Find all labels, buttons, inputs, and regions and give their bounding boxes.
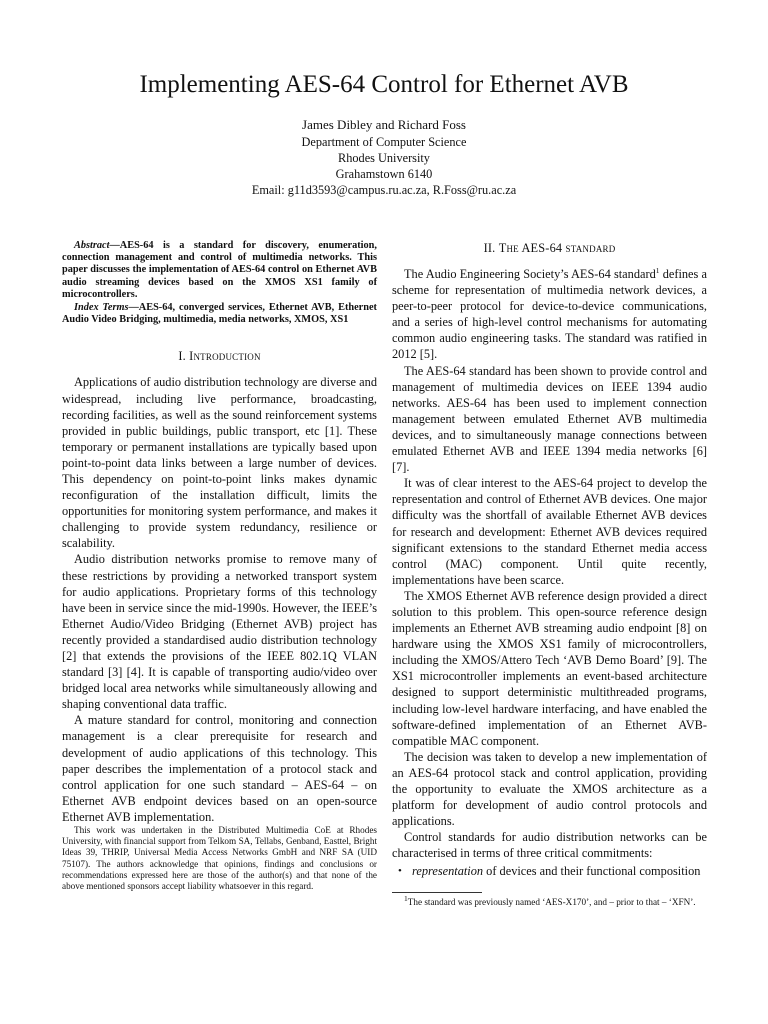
funding-footnote: This work was undertaken in the Distributed Multimedia CoE at Rhodes University, with financial support from Telkom SA, Tellabs, Genband, Easttel, Bright Ideas 39, THRIP, Universal Media Access Networks GmbH and NRF SA (UID 75107). The authors acknowledge that opinions, findings and conclusions or recommendations expressed here are those of the author(s) and that none of the above mentioned sponsors accept liability whatsoever in this regard. — [62, 825, 377, 892]
intro-paragraph-2: Audio distribution networks promise to remove many of these restrictions by providing a networked transport system for audio applications. Proprietary forms of this technology have been in service since the mid-1990s. However, the IEEE’s Ethernet Audio/Video Bridging (Ethernet AVB) project has recently provided a standardised audio distribution technology [2] that extends the provisions of the IEEE 802.1Q VLAN standard [3] [4]. It is capable of transporting audio/video over bridged local area networks while simultaneously allowing and shaping conventional data traffic. — [62, 552, 377, 712]
standard-paragraph-3: It was of clear interest to the AES-64 project to develop the representation and control of Ethernet AVB devices. One major difficulty was the shortfall of available Ethernet AVB devices for research and development: Ethernet AVB devices required significant extensions to the standard Ethernet media access control (MAC) component. Until quite recently, implementations have been scarce. — [392, 476, 707, 587]
abstract — [62, 240, 377, 301]
bullet-item — [392, 863, 707, 879]
bullet-term: representation — [412, 864, 484, 879]
bullet-rest: of devices and their functional composition — [483, 864, 701, 879]
standard-paragraph-2: The AES-64 standard has been shown to provide control and management of multimedia devices on IEEE 1394 audio networks. AES-64 has been used to implement connection management between emulated Ethernet AVB multimedia devices, and to simultaneously manage connections between emulated Ethernet AVB and IEEE 1394 media networks [6] [7]. — [392, 363, 707, 475]
footnote-text: The standard was previously named ‘AES-X170’, and – prior to that – ‘XFN’. — [407, 896, 696, 907]
right-column — [392, 240, 707, 908]
section-numeral: II. — [483, 241, 496, 255]
index-terms-label: Index Terms — [74, 302, 129, 314]
standard-paragraph-1 — [392, 266, 707, 363]
paragraph-text: The Audio Engineering Society’s AES-64 standard — [404, 267, 656, 281]
standard-paragraph-6: Control standards for audio distribution networks can be characterised in terms of three critical commitments: — [392, 830, 707, 861]
abstract-label: Abstract — [74, 240, 110, 251]
paper-title: Implementing AES-64 Control for Ethernet AVB — [139, 71, 629, 98]
section-title: The AES-64 standard — [498, 241, 616, 255]
footnote-marker: 1 — [655, 265, 660, 275]
section-heading-aes64-standard — [392, 240, 707, 256]
author-department: Department of Computer Science — [301, 135, 467, 149]
index-terms-text: —AES-64, converged services, Ethernet AVB, Ethernet Audio Video Bridging, multimedia, media networks, XMOS, XS1 — [62, 302, 377, 326]
author-names: James Dibley and Richard Foss — [302, 117, 466, 132]
section-title: Introduction — [189, 349, 261, 364]
footnote-rule — [392, 892, 482, 893]
index-terms — [62, 302, 377, 326]
standard-paragraph-4: The XMOS Ethernet AVB reference design provided a direct solution to this problem. This open-source reference design implements an Ethernet AVB streaming audio endpoint [8] on hardware using the XMOS XS1 family of microcontrollers, including the XMOS/Attero Tech ‘AVB Demo Board’ [9]. The XS1 microcontroller implements an event-based architecture designed to support deterministic multithreaded programs, including low-level hardware interfacing, and have enabled the software-defined implementation of an Ethernet AVB-compatible MAC component. — [392, 588, 707, 748]
footnote-number: 1 — [404, 893, 408, 903]
intro-paragraph-3: A mature standard for control, monitoring and connection management is a clear prerequisite for research and development of audio applications of this technology. This paper describes the implementation of a protocol stack and control application for one such standard – AES-64 – on Ethernet AVB endpoint devices based on an open-source Ethernet AVB implementation. — [62, 713, 377, 824]
footnote-1 — [392, 893, 707, 908]
author-city: Grahamstown 6140 — [335, 167, 433, 181]
author-block — [0, 117, 768, 198]
bullet-text — [412, 863, 707, 879]
paragraph-text: defines a scheme for representation of multimedia network devices, a peer-to-peer protocol for device-to-device communications, and a series of high-level control mechanisms for automating common audio engineering tasks. The standard was ratified in 2012 [5]. — [392, 267, 707, 362]
intro-paragraph-1: Applications of audio distribution technology are diverse and widespread, including live performance, broadcasting, recording facilities, as well as the sound reinforcement systems provided in public buildings, public transport, etc [1]. These temporary or permanent installations are typically based upon point-to-point data links between a large number of devices. This dependency on point-to-point links makes dynamic reconfiguration of the installation difficult, limits the opportunities for monitoring system performance, and makes it challenging to provide system redundancy, resilience or scalability. — [62, 375, 377, 551]
bullet-dot-icon: • — [398, 865, 402, 878]
section-numeral: I. — [178, 349, 186, 364]
author-email: Email: g11d3593@campus.ru.ac.za, R.Foss@ru.ac.za — [251, 183, 517, 197]
section-heading-introduction — [62, 348, 377, 364]
author-university: Rhodes University — [338, 151, 430, 165]
left-column — [62, 240, 377, 892]
abstract-text: —AES-64 is a standard for discovery, enumeration, connection management and control of multimedia networks. This paper discusses the implementation of AES-64 control on Ethernet AVB audio streaming devices based on the XMOS XS1 family of microcontrollers. — [62, 240, 377, 300]
standard-paragraph-5: The decision was taken to develop a new implementation of an AES-64 protocol stack and control application, providing the opportunity to evaluate the XMOS architecture as a platform for development of audio control protocols and applications. — [392, 749, 707, 829]
